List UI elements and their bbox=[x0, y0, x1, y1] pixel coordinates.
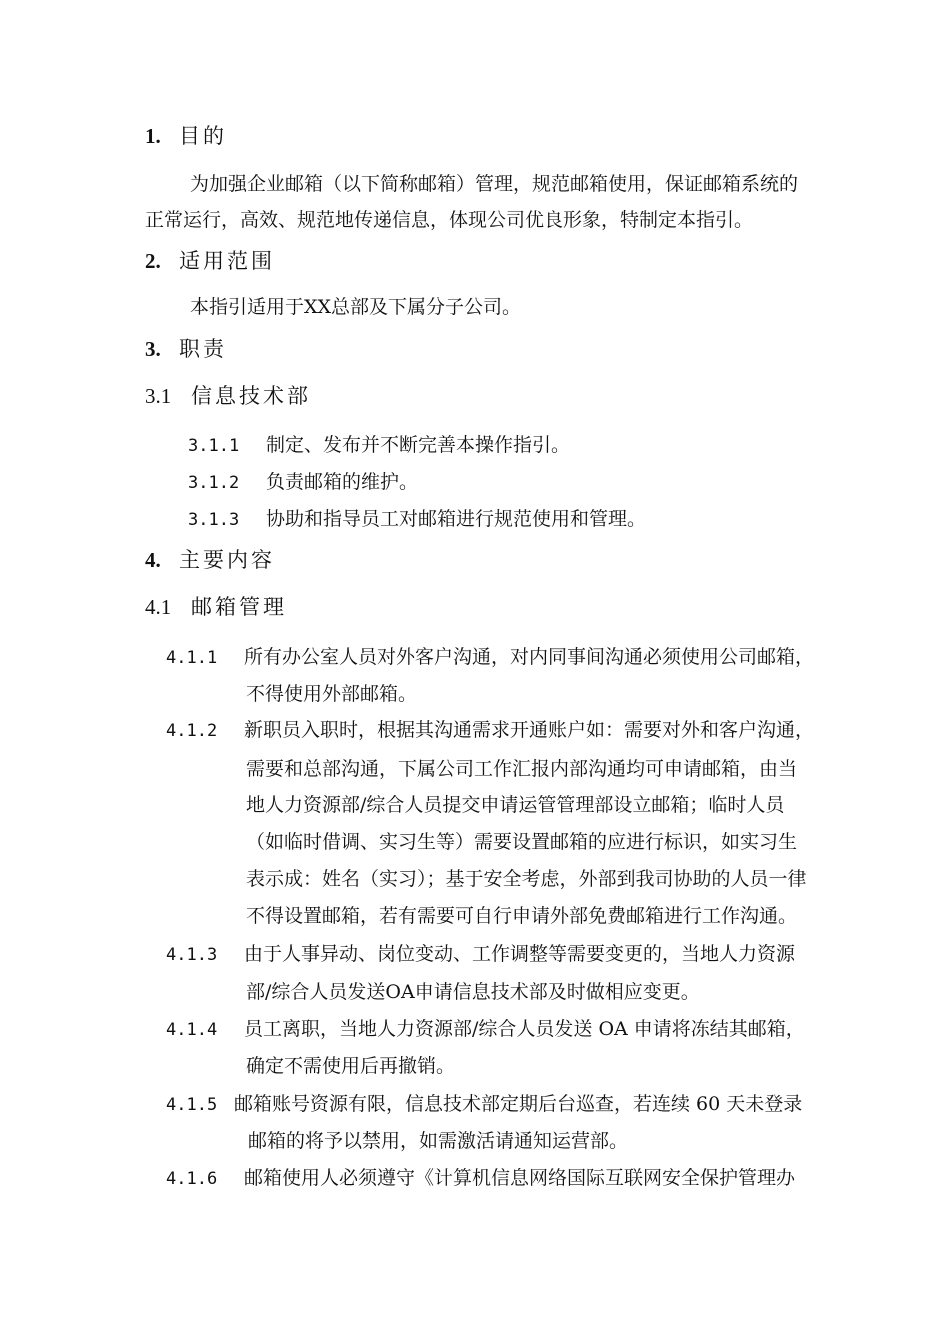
heading-3 bbox=[145, 337, 227, 361]
heading-3-1 bbox=[145, 384, 311, 408]
item-text: 员工离职，当地人力资源部/综合人员发送 OA 申请将冻结其邮箱， bbox=[244, 1018, 805, 1040]
item-number: 3.1.1 bbox=[188, 436, 240, 456]
item-text: 制定、发布并不断完善本操作指引。 bbox=[266, 434, 571, 456]
item-text: 邮箱使用人必须遵守《计算机信息网络国际互联网安全保护管理办 bbox=[244, 1167, 796, 1189]
list-item bbox=[166, 1166, 795, 1191]
list-item bbox=[188, 433, 570, 458]
heading-number: 3. bbox=[145, 337, 161, 361]
heading-1 bbox=[145, 124, 227, 148]
item-number: 3.1.3 bbox=[188, 510, 240, 530]
item-text: 邮箱账号资源有限，信息技术部定期后台巡查，若连续 60 天未登录 bbox=[234, 1093, 803, 1115]
item-number: 4.1.5 bbox=[166, 1095, 218, 1115]
paragraph-line: 为加强企业邮箱（以下简称邮箱）管理，规范邮箱使用，保证邮箱系统的 bbox=[190, 173, 799, 195]
item-continuation: 不得设置邮箱，若有需要可自行申请外部免费邮箱进行工作沟通。 bbox=[246, 905, 798, 927]
item-number: 4.1.2 bbox=[166, 721, 218, 741]
item-text: 由于人事异动、岗位变动、工作调整等需要变更的，当地人力资源 bbox=[244, 943, 796, 965]
item-number: 3.1.2 bbox=[188, 473, 240, 493]
list-item bbox=[188, 470, 418, 495]
heading-title: 职责 bbox=[179, 337, 227, 361]
heading-title: 目的 bbox=[179, 124, 227, 148]
item-continuation: 需要和总部沟通，下属公司工作汇报内部沟通均可申请邮箱，由当 bbox=[246, 758, 798, 780]
heading-title: 信息技术部 bbox=[191, 384, 311, 408]
heading-number: 4. bbox=[145, 548, 161, 572]
heading-2 bbox=[145, 249, 275, 273]
item-text: 负责邮箱的维护。 bbox=[266, 471, 419, 493]
item-number: 4.1.1 bbox=[166, 648, 218, 668]
list-item bbox=[166, 718, 814, 743]
paragraph-line: 本指引适用于XX总部及下属分子公司。 bbox=[190, 296, 522, 318]
heading-title: 适用范围 bbox=[179, 249, 275, 273]
list-item bbox=[166, 942, 795, 967]
item-number: 4.1.6 bbox=[166, 1169, 218, 1189]
list-item bbox=[188, 507, 646, 532]
item-text: 新职员入职时，根据其沟通需求开通账户如：需要对外和客户沟通， bbox=[244, 719, 815, 741]
item-number: 4.1.4 bbox=[166, 1020, 218, 1040]
item-continuation: 不得使用外部邮箱。 bbox=[246, 683, 418, 705]
list-item bbox=[166, 645, 814, 670]
paragraph-line: 正常运行，高效、规范地传递信息，体现公司优良形象，特制定本指引。 bbox=[145, 209, 754, 231]
item-continuation: 表示成：姓名（实习）；基于安全考虑，外部到我司协助的人员一律 bbox=[246, 868, 807, 890]
heading-number: 2. bbox=[145, 249, 161, 273]
item-continuation: 确定不需使用后再撤销。 bbox=[246, 1055, 456, 1077]
item-number: 4.1.3 bbox=[166, 945, 218, 965]
item-continuation: 部/综合人员发送OA申请信息技术部及时做相应变更。 bbox=[246, 981, 700, 1003]
item-text: 协助和指导员工对邮箱进行规范使用和管理。 bbox=[266, 508, 647, 530]
list-item bbox=[166, 1017, 805, 1042]
list-item bbox=[166, 1092, 802, 1117]
item-continuation: 邮箱的将予以禁用，如需激活请通知运营部。 bbox=[248, 1130, 629, 1152]
heading-4 bbox=[145, 548, 275, 572]
item-continuation: （如临时借调、实习生等）需要设置邮箱的应进行标识，如实习生 bbox=[246, 831, 798, 853]
heading-title: 主要内容 bbox=[179, 548, 275, 572]
heading-4-1 bbox=[145, 595, 287, 619]
heading-number: 4.1 bbox=[145, 595, 172, 619]
item-text: 所有办公室人员对外客户沟通，对内同事间沟通必须使用公司邮箱， bbox=[244, 646, 815, 668]
heading-number: 1. bbox=[145, 124, 161, 148]
heading-number: 3.1 bbox=[145, 384, 172, 408]
heading-title: 邮箱管理 bbox=[191, 595, 287, 619]
item-continuation: 地人力资源部/综合人员提交申请运管管理部设立邮箱；临时人员 bbox=[246, 794, 785, 816]
